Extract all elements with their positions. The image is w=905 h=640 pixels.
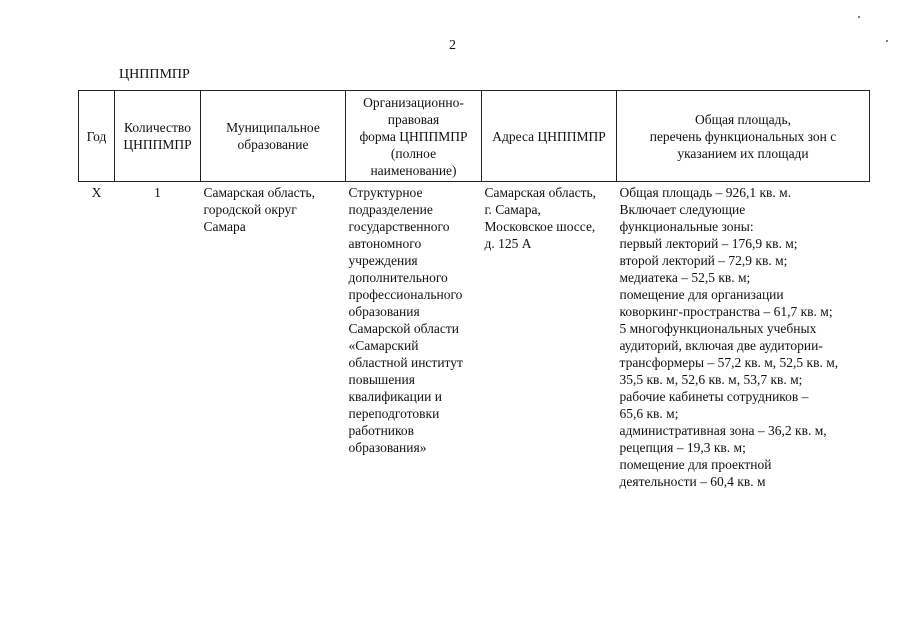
- text-line: Х: [91, 185, 102, 200]
- section-title: ЦНППМПР: [119, 67, 190, 82]
- text-line: Организационно-: [363, 94, 464, 110]
- header-count: [115, 91, 201, 182]
- text-line: Общая площадь – 926,1 кв. м.: [619, 185, 792, 200]
- text-line: переподготовки: [348, 406, 440, 421]
- text-line: «Самарский: [348, 338, 419, 353]
- header-municipality: [201, 91, 346, 182]
- text-line: Самарская область,: [484, 185, 597, 200]
- text-line: д. 125 А: [484, 236, 532, 251]
- text-line: областной институт: [348, 355, 463, 370]
- header-org-form: [346, 91, 482, 182]
- text-line: образование: [237, 137, 309, 152]
- text-line: деятельности – 60,4 кв. м: [619, 474, 766, 489]
- cell-count: [115, 182, 201, 493]
- scan-speck: [886, 40, 888, 42]
- text-line: городской округ: [203, 202, 297, 217]
- text-line: помещение для организации: [619, 287, 784, 302]
- text-line: Муниципальное: [226, 120, 320, 135]
- text-line: подразделение: [348, 202, 433, 217]
- cell-area: [617, 182, 870, 493]
- text-line: Адреса ЦНППМПР: [492, 128, 606, 144]
- cell-address: [482, 182, 617, 493]
- text-line: 1: [154, 185, 161, 200]
- text-line: 5 многофункциональных учебных: [619, 321, 817, 336]
- text-line: дополнительного: [348, 270, 448, 285]
- text-line: Самарская область,: [203, 185, 316, 200]
- text-line: указанием их площади: [677, 145, 809, 161]
- header-address: [482, 91, 617, 182]
- text-line: рабочие кабинеты сотрудников –: [619, 389, 809, 404]
- text-line: Самара: [203, 219, 246, 234]
- page-number: 2: [449, 38, 456, 53]
- text-line: Количество: [124, 120, 191, 135]
- centers-table: [78, 90, 870, 492]
- text-line: образования: [348, 304, 420, 319]
- text-line: учреждения: [348, 253, 418, 268]
- text-line: трансформеры – 57,2 кв. м, 52,5 кв. м,: [619, 355, 839, 370]
- cell-municipality: [201, 182, 346, 493]
- text-line: второй лекторий – 72,9 кв. м;: [619, 253, 788, 268]
- text-line: коворкинг-пространства – 61,7 кв. м;: [619, 304, 833, 319]
- text-line: наименование): [370, 162, 457, 178]
- text-line: Включает следующие: [619, 202, 746, 217]
- text-line: перечень функциональных зон с: [649, 128, 837, 144]
- text-line: медиатека – 52,5 кв. м;: [619, 270, 751, 285]
- text-line: рецепция – 19,3 кв. м;: [619, 440, 746, 455]
- text-line: форма ЦНППМПР: [359, 128, 468, 144]
- table-header-row: [79, 91, 870, 182]
- text-line: повышения: [348, 372, 415, 387]
- text-line: профессионального: [348, 287, 463, 302]
- cell-year: [79, 182, 115, 493]
- table-row: [79, 182, 870, 493]
- text-line: Московское шоссе,: [484, 219, 596, 234]
- text-line: Год: [86, 128, 107, 144]
- text-line: работников: [348, 423, 415, 438]
- text-line: ЦНППМПР: [123, 137, 192, 152]
- header-area: [617, 91, 870, 182]
- text-line: образования»: [348, 440, 427, 455]
- text-line: функциональные зоны:: [619, 219, 754, 234]
- text-line: автономного: [348, 236, 422, 251]
- text-line: административная зона – 36,2 кв. м,: [619, 423, 827, 438]
- text-line: г. Самара,: [484, 202, 541, 217]
- text-line: помещение для проектной: [619, 457, 772, 472]
- text-line: (полное: [390, 145, 437, 161]
- text-line: аудиторий, включая две аудитории-: [619, 338, 823, 353]
- text-line: Структурное: [348, 185, 423, 200]
- text-line: Самарской области: [348, 321, 460, 336]
- header-year: [79, 91, 115, 182]
- text-line: квалификации и: [348, 389, 442, 404]
- text-line: правовая: [387, 111, 440, 127]
- text-line: 35,5 кв. м, 52,6 кв. м, 53,7 кв. м;: [619, 372, 803, 387]
- text-line: Общая площадь,: [694, 111, 792, 127]
- scan-speck: [858, 16, 860, 18]
- cell-org-form: [346, 182, 482, 493]
- text-line: 65,6 кв. м;: [619, 406, 679, 421]
- text-line: государственного: [348, 219, 450, 234]
- text-line: первый лекторий – 176,9 кв. м;: [619, 236, 798, 251]
